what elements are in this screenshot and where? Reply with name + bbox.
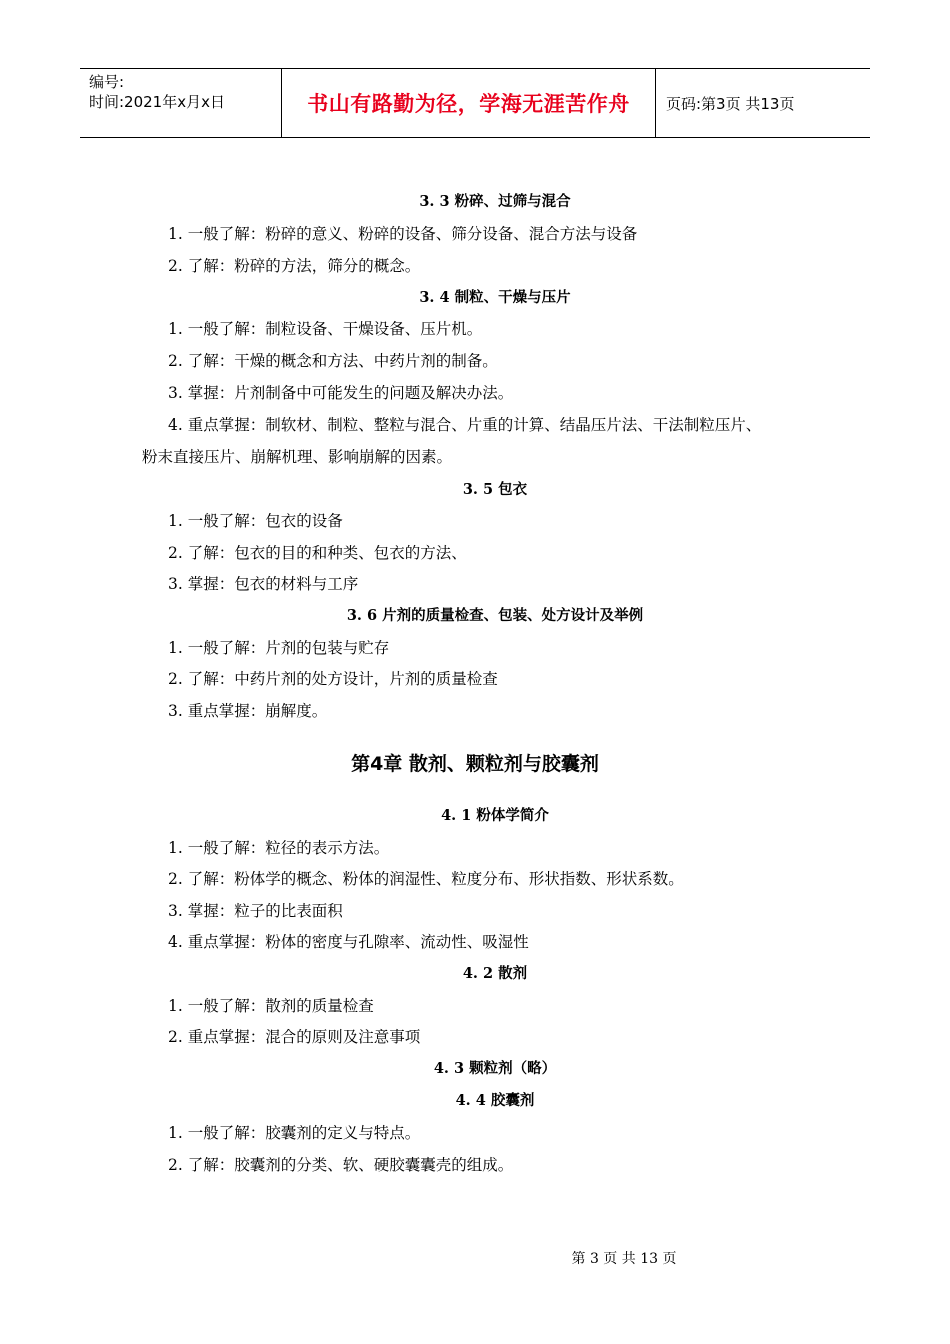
body-line: 4. 重点掌握：制软材、制粒、整粒与混合、片重的计算、结晶压片法、干法制粒压片、	[168, 416, 762, 434]
body-line: 2. 了解：粉碎的方法，筛分的概念。	[168, 257, 421, 275]
header-page-cell	[656, 69, 870, 137]
header-motto-cell	[282, 69, 656, 137]
header-meta-cell	[80, 69, 282, 137]
body-line: 2. 了解：中药片剂的处方设计，片剂的质量检查	[168, 670, 498, 688]
header-page-info: 页码:第3页 共13页	[666, 94, 795, 113]
section-title: 3. 5 包衣	[462, 481, 528, 498]
body-line: 1. 一般了解：散剂的质量检查	[168, 997, 374, 1015]
section-title: 4. 3 颗粒剂（略）	[433, 1060, 557, 1077]
body-line: 3. 重点掌握：崩解度。	[168, 702, 328, 720]
page-header	[80, 68, 870, 138]
body-line: 4. 重点掌握：粉体的密度与孔隙率、流动性、吸湿性	[168, 933, 529, 951]
body-line: 1. 一般了解：胶囊剂的定义与特点。	[168, 1124, 421, 1142]
body-line: 2. 了解：包衣的目的和种类、包衣的方法、	[168, 544, 467, 562]
body-line: 3. 掌握：包衣的材料与工序	[168, 575, 359, 593]
body-line: 1. 一般了解：粉碎的意义、粉碎的设备、筛分设备、混合方法与设备	[168, 225, 638, 243]
body-line: 3. 掌握：粒子的比表面积	[168, 902, 343, 920]
chapter-title: 第4章 散剂、颗粒剂与胶囊剂	[351, 753, 599, 775]
time-label: 时间:2021年x月x日	[89, 93, 225, 111]
section-title: 4. 2 散剂	[462, 965, 528, 982]
page-footer: 第 3 页 共 13 页	[571, 1251, 677, 1267]
body-line: 1. 一般了解：粒径的表示方法。	[168, 839, 390, 857]
body-line: 2. 了解：粉体学的概念、粉体的润湿性、粒度分布、形状指数、形状系数。	[168, 870, 684, 888]
section-title: 3. 3 粉碎、过筛与混合	[419, 193, 571, 210]
body-line: 1. 一般了解：片剂的包装与贮存	[168, 639, 390, 657]
body-line: 3. 掌握：片剂制备中可能发生的问题及解决办法。	[168, 384, 514, 402]
body-line: 1. 一般了解：制粒设备、干燥设备、压片机。	[168, 320, 483, 338]
serial-label: 编号:	[89, 73, 125, 91]
section-title: 4. 4 胶囊剂	[455, 1092, 535, 1109]
body-line: 2. 了解：干燥的概念和方法、中药片剂的制备。	[168, 352, 498, 370]
section-title: 4. 1 粉体学简介	[441, 807, 549, 824]
body-line: 粉末直接压片、崩解机理、影响崩解的因素。	[142, 448, 453, 466]
body-line: 2. 了解：胶囊剂的分类、软、硬胶囊囊壳的组成。	[168, 1156, 514, 1174]
section-title: 3. 6 片剂的质量检查、包装、处方设计及举例	[346, 607, 644, 624]
body-line: 1. 一般了解：包衣的设备	[168, 512, 343, 530]
body-line: 2. 重点掌握：混合的原则及注意事项	[168, 1028, 421, 1046]
header-motto: 书山有路勤为径，学海无涯苦作舟	[307, 92, 630, 116]
section-title: 3. 4 制粒、干燥与压片	[419, 289, 571, 306]
